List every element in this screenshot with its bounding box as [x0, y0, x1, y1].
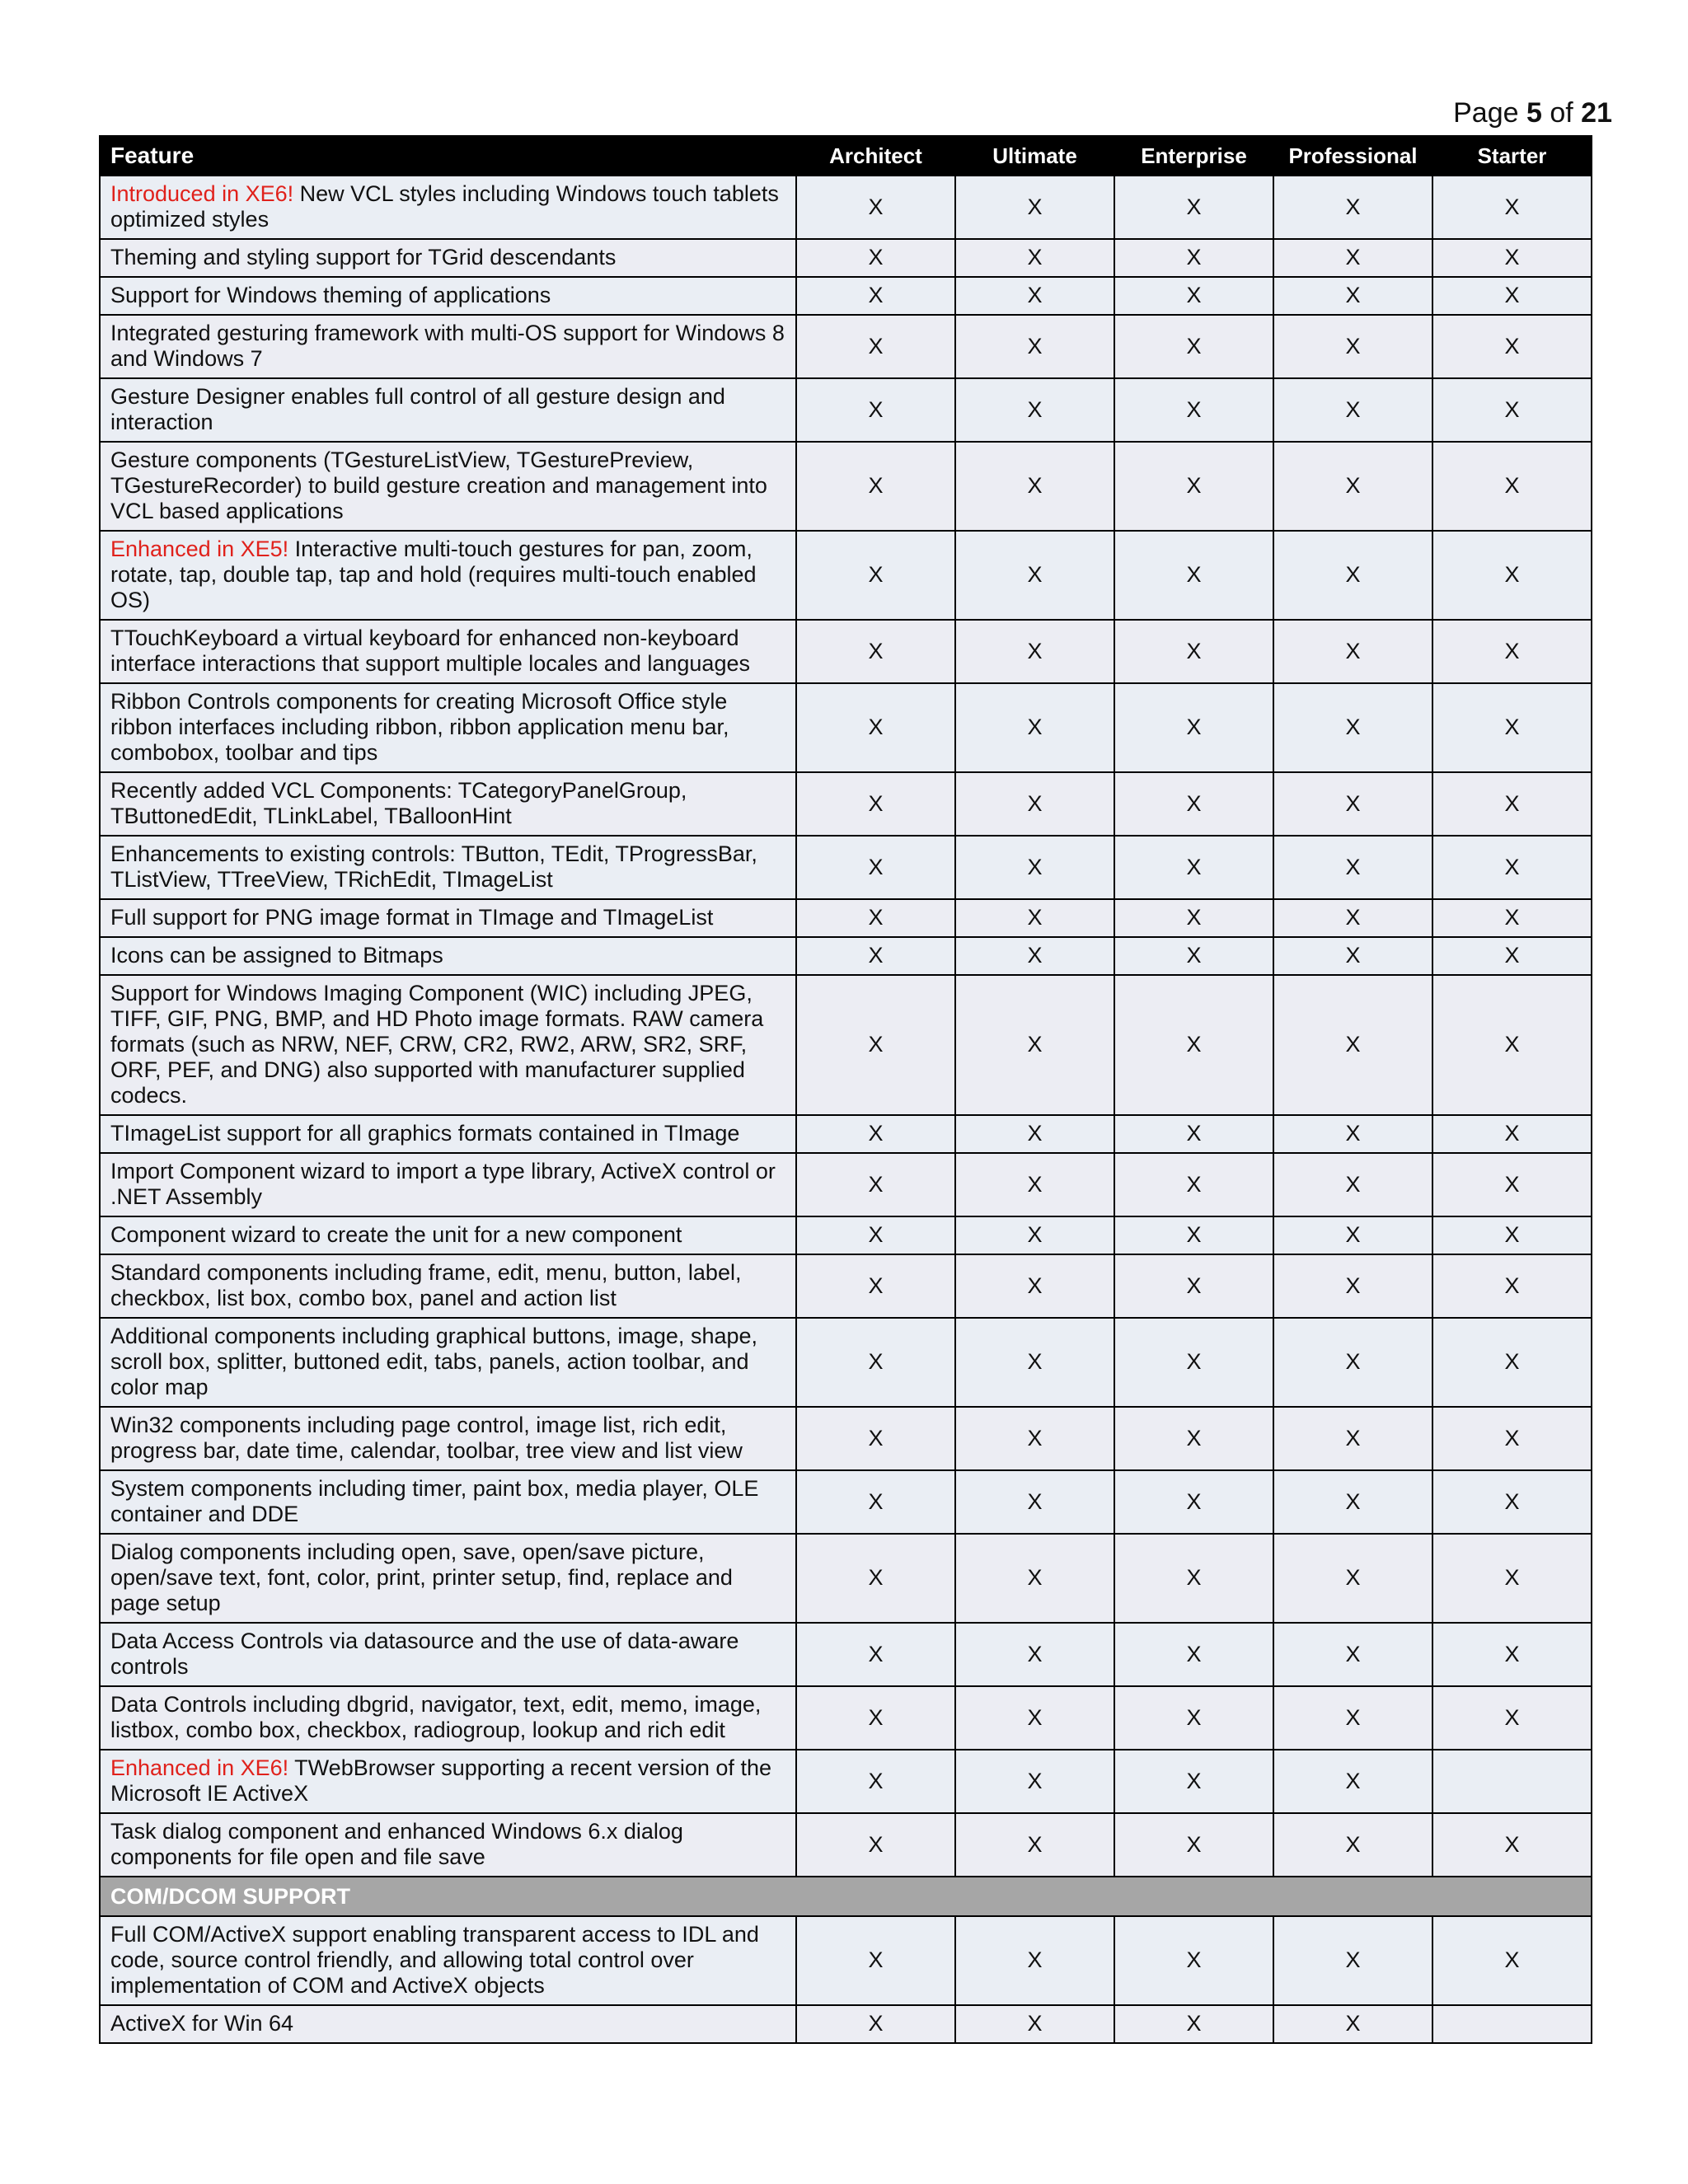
enterprise-mark-cell: X — [1114, 531, 1273, 620]
feature-cell — [100, 1318, 796, 1407]
enterprise-mark-cell: X — [1114, 1813, 1273, 1877]
release-tag: Enhanced in XE5! — [110, 537, 289, 561]
page-of: of — [1550, 97, 1573, 129]
table-row — [100, 836, 1592, 899]
feature-text: Import Component wizard to import a type library, ActiveX control or .NET Assembly — [110, 1159, 776, 1209]
ultimate-mark-cell: X — [955, 1916, 1114, 2005]
starter-mark-cell: X — [1432, 315, 1592, 378]
table-row — [100, 1254, 1592, 1318]
professional-mark-cell: X — [1273, 2005, 1432, 2043]
architect-mark-cell: X — [796, 531, 955, 620]
professional-mark-cell: X — [1273, 239, 1432, 277]
architect-mark-cell: X — [796, 277, 955, 315]
starter-mark-cell: X — [1432, 277, 1592, 315]
section-header-row — [100, 1877, 1592, 1916]
architect-mark-cell: X — [796, 2005, 955, 2043]
starter-mark-cell: X — [1432, 1470, 1592, 1534]
starter-mark-cell: X — [1432, 239, 1592, 277]
table-row — [100, 1916, 1592, 2005]
enterprise-mark-cell: X — [1114, 975, 1273, 1115]
professional-mark-cell: X — [1273, 176, 1432, 239]
feature-cell — [100, 1813, 796, 1877]
feature-cell — [100, 315, 796, 378]
table-row — [100, 378, 1592, 442]
architect-mark-cell: X — [796, 620, 955, 683]
ultimate-mark-cell: X — [955, 1623, 1114, 1686]
architect-mark-cell: X — [796, 1750, 955, 1813]
professional-mark-cell: X — [1273, 975, 1432, 1115]
feature-text: Gesture Designer enables full control of all gesture design and interaction — [110, 384, 725, 434]
ultimate-mark-cell: X — [955, 1534, 1114, 1623]
architect-mark-cell: X — [796, 1115, 955, 1153]
table-row — [100, 937, 1592, 975]
ultimate-mark-cell: X — [955, 277, 1114, 315]
professional-mark-cell: X — [1273, 378, 1432, 442]
starter-mark-cell: X — [1432, 1407, 1592, 1470]
enterprise-mark-cell: X — [1114, 1916, 1273, 2005]
enterprise-mark-cell: X — [1114, 277, 1273, 315]
ultimate-mark-cell: X — [955, 1216, 1114, 1254]
feature-text: System components including timer, paint box, media player, OLE container and DDE — [110, 1476, 759, 1526]
ultimate-mark-cell: X — [955, 239, 1114, 277]
enterprise-mark-cell: X — [1114, 1318, 1273, 1407]
release-tag: Introduced in XE6! — [110, 181, 294, 206]
table-row — [100, 442, 1592, 531]
feature-text: Gesture components (TGestureListView, TGesturePreview, TGestureRecorder) to build gesture creation and management into VCL based applications — [110, 448, 767, 523]
enterprise-mark-cell: X — [1114, 899, 1273, 937]
feature-cell — [100, 1916, 796, 2005]
professional-mark-cell: X — [1273, 531, 1432, 620]
feature-cell — [100, 1623, 796, 1686]
table-row — [100, 772, 1592, 836]
starter-mark-cell: X — [1432, 937, 1592, 975]
feature-text: Integrated gesturing framework with multi-OS support for Windows 8 and Windows 7 — [110, 321, 785, 371]
feature-text: Support for Windows theming of applications — [110, 283, 551, 307]
ultimate-mark-cell: X — [955, 378, 1114, 442]
starter-mark-cell: X — [1432, 378, 1592, 442]
architect-mark-cell: X — [796, 1254, 955, 1318]
architect-mark-cell: X — [796, 1407, 955, 1470]
architect-mark-cell: X — [796, 975, 955, 1115]
feature-cell — [100, 176, 796, 239]
ultimate-mark-cell: X — [955, 176, 1114, 239]
feature-text: Enhancements to existing controls: TButton, TEdit, TProgressBar, TListView, TTreeView, TRichEdit, TImageList — [110, 841, 757, 892]
section-title: COM/DCOM SUPPORT — [100, 1877, 1592, 1916]
feature-cell — [100, 531, 796, 620]
feature-cell — [100, 2005, 796, 2043]
professional-mark-cell: X — [1273, 1916, 1432, 2005]
professional-mark-cell: X — [1273, 1813, 1432, 1877]
feature-text: Support for Windows Imaging Component (WIC) including JPEG, TIFF, GIF, PNG, BMP, and HD Photo image formats. RAW camera formats (such as NRW, NEF, CRW, CR2, RW2, ARW, SR2, SRF, ORF, PEF, and DNG) also supported with manufacturer supplied codecs. — [110, 981, 764, 1108]
architect-mark-cell: X — [796, 836, 955, 899]
table-row — [100, 683, 1592, 772]
table-row — [100, 1407, 1592, 1470]
starter-mark-cell: X — [1432, 1813, 1592, 1877]
ultimate-mark-cell: X — [955, 937, 1114, 975]
enterprise-mark-cell: X — [1114, 1686, 1273, 1750]
feature-cell — [100, 937, 796, 975]
feature-cell — [100, 378, 796, 442]
architect-mark-cell: X — [796, 1813, 955, 1877]
feature-text: New VCL styles including Windows touch tablets optimized styles — [110, 181, 779, 232]
ultimate-mark-cell: X — [955, 899, 1114, 937]
professional-mark-cell: X — [1273, 836, 1432, 899]
table-row — [100, 277, 1592, 315]
professional-mark-cell: X — [1273, 1318, 1432, 1407]
ultimate-mark-cell: X — [955, 836, 1114, 899]
ultimate-mark-cell: X — [955, 683, 1114, 772]
feature-text: Dialog components including open, save, open/save picture, open/save text, font, color, print, printer setup, find, replace and page setup — [110, 1540, 733, 1615]
feature-text: Win32 components including page control, image list, rich edit, progress bar, date time, calendar, toolbar, tree view and list view — [110, 1413, 743, 1463]
feature-text: Data Controls including dbgrid, navigator, text, edit, memo, image, listbox, combo box, checkbox, radiogroup, lookup and rich edit — [110, 1692, 762, 1742]
architect-mark-cell: X — [796, 1534, 955, 1623]
architect-mark-cell: X — [796, 1686, 955, 1750]
enterprise-mark-cell: X — [1114, 1153, 1273, 1216]
enterprise-mark-cell: X — [1114, 937, 1273, 975]
column-header-architect: Architect — [796, 136, 955, 176]
architect-mark-cell: X — [796, 176, 955, 239]
table-row — [100, 1534, 1592, 1623]
professional-mark-cell: X — [1273, 1115, 1432, 1153]
enterprise-mark-cell: X — [1114, 1623, 1273, 1686]
professional-mark-cell: X — [1273, 1407, 1432, 1470]
architect-mark-cell: X — [796, 1470, 955, 1534]
table-row — [100, 1750, 1592, 1813]
table-row — [100, 1813, 1592, 1877]
table-row — [100, 1153, 1592, 1216]
table-row — [100, 315, 1592, 378]
ultimate-mark-cell: X — [955, 2005, 1114, 2043]
column-header-feature: Feature — [100, 136, 796, 176]
ultimate-mark-cell: X — [955, 1318, 1114, 1407]
starter-mark-cell: X — [1432, 1153, 1592, 1216]
feature-text: Full COM/ActiveX support enabling transparent access to IDL and code, source control friendly, and allowing total control over implementation of COM and ActiveX objects — [110, 1922, 759, 1998]
architect-mark-cell: X — [796, 1153, 955, 1216]
enterprise-mark-cell: X — [1114, 1254, 1273, 1318]
enterprise-mark-cell: X — [1114, 315, 1273, 378]
professional-mark-cell: X — [1273, 683, 1432, 772]
feature-text: TWebBrowser supporting a recent version of the Microsoft IE ActiveX — [110, 1755, 771, 1806]
enterprise-mark-cell: X — [1114, 620, 1273, 683]
starter-mark-cell: X — [1432, 772, 1592, 836]
enterprise-mark-cell: X — [1114, 442, 1273, 531]
feature-cell — [100, 1750, 796, 1813]
feature-cell — [100, 1216, 796, 1254]
starter-mark-cell: X — [1432, 1686, 1592, 1750]
table-row — [100, 975, 1592, 1115]
architect-mark-cell: X — [796, 683, 955, 772]
enterprise-mark-cell: X — [1114, 378, 1273, 442]
ultimate-mark-cell: X — [955, 1686, 1114, 1750]
starter-mark-cell: X — [1432, 176, 1592, 239]
starter-mark-cell: X — [1432, 1916, 1592, 2005]
professional-mark-cell: X — [1273, 315, 1432, 378]
table-row — [100, 176, 1592, 239]
enterprise-mark-cell: X — [1114, 176, 1273, 239]
professional-mark-cell: X — [1273, 620, 1432, 683]
feature-text: Ribbon Controls components for creating Microsoft Office style ribbon interfaces including ribbon, ribbon application menu bar, combobox, toolbar and tips — [110, 689, 729, 765]
architect-mark-cell: X — [796, 378, 955, 442]
ultimate-mark-cell: X — [955, 1750, 1114, 1813]
professional-mark-cell: X — [1273, 1534, 1432, 1623]
starter-mark-cell: X — [1432, 531, 1592, 620]
feature-cell — [100, 1470, 796, 1534]
starter-mark-cell: X — [1432, 1216, 1592, 1254]
feature-cell — [100, 620, 796, 683]
column-header-professional: Professional — [1273, 136, 1432, 176]
starter-mark-cell: X — [1432, 683, 1592, 772]
ultimate-mark-cell: X — [955, 1470, 1114, 1534]
architect-mark-cell: X — [796, 937, 955, 975]
feature-cell — [100, 277, 796, 315]
feature-cell — [100, 1534, 796, 1623]
feature-text: Data Access Controls via datasource and the use of data-aware controls — [110, 1629, 739, 1679]
enterprise-mark-cell: X — [1114, 1750, 1273, 1813]
table-row — [100, 1115, 1592, 1153]
enterprise-mark-cell: X — [1114, 2005, 1273, 2043]
architect-mark-cell: X — [796, 1318, 955, 1407]
professional-mark-cell: X — [1273, 442, 1432, 531]
architect-mark-cell: X — [796, 1216, 955, 1254]
page-number — [1453, 97, 1612, 129]
professional-mark-cell: X — [1273, 1216, 1432, 1254]
table-row — [100, 1318, 1592, 1407]
feature-text: Interactive multi-touch gestures for pan, zoom, rotate, tap, double tap, tap and hold (requires multi-touch enabled OS) — [110, 537, 757, 612]
enterprise-mark-cell: X — [1114, 1470, 1273, 1534]
starter-mark-cell — [1432, 1750, 1592, 1813]
feature-text: Component wizard to create the unit for a new component — [110, 1222, 682, 1247]
ultimate-mark-cell: X — [955, 1813, 1114, 1877]
starter-mark-cell: X — [1432, 975, 1592, 1115]
professional-mark-cell: X — [1273, 277, 1432, 315]
feature-text: Theming and styling support for TGrid descendants — [110, 245, 617, 269]
feature-text: Task dialog component and enhanced Windows 6.x dialog components for file open and file save — [110, 1819, 683, 1869]
column-header-ultimate: Ultimate — [955, 136, 1114, 176]
architect-mark-cell: X — [796, 442, 955, 531]
professional-mark-cell: X — [1273, 772, 1432, 836]
feature-cell — [100, 975, 796, 1115]
feature-cell — [100, 1115, 796, 1153]
architect-mark-cell: X — [796, 1623, 955, 1686]
feature-text: Icons can be assigned to Bitmaps — [110, 943, 443, 968]
ultimate-mark-cell: X — [955, 772, 1114, 836]
starter-mark-cell: X — [1432, 1623, 1592, 1686]
enterprise-mark-cell: X — [1114, 239, 1273, 277]
feature-text: Recently added VCL Components: TCategoryPanelGroup, TButtonedEdit, TLinkLabel, TBalloonHint — [110, 778, 687, 828]
professional-mark-cell: X — [1273, 937, 1432, 975]
ultimate-mark-cell: X — [955, 1407, 1114, 1470]
enterprise-mark-cell: X — [1114, 1115, 1273, 1153]
starter-mark-cell: X — [1432, 836, 1592, 899]
architect-mark-cell: X — [796, 315, 955, 378]
professional-mark-cell: X — [1273, 1153, 1432, 1216]
enterprise-mark-cell: X — [1114, 836, 1273, 899]
table-row — [100, 239, 1592, 277]
feature-text: Additional components including graphical buttons, image, shape, scroll box, splitter, buttoned edit, tabs, panels, action toolbar, and color map — [110, 1324, 758, 1399]
ultimate-mark-cell: X — [955, 315, 1114, 378]
ultimate-mark-cell: X — [955, 531, 1114, 620]
architect-mark-cell: X — [796, 772, 955, 836]
starter-mark-cell: X — [1432, 1115, 1592, 1153]
ultimate-mark-cell: X — [955, 620, 1114, 683]
ultimate-mark-cell: X — [955, 1153, 1114, 1216]
feature-text: TImageList support for all graphics formats contained in TImage — [110, 1121, 740, 1146]
starter-mark-cell: X — [1432, 899, 1592, 937]
professional-mark-cell: X — [1273, 1686, 1432, 1750]
page-total: 21 — [1581, 97, 1612, 129]
architect-mark-cell: X — [796, 239, 955, 277]
table-row — [100, 1623, 1592, 1686]
architect-mark-cell: X — [796, 899, 955, 937]
feature-cell — [100, 899, 796, 937]
feature-text: ActiveX for Win 64 — [110, 2011, 294, 2036]
feature-rows — [100, 176, 1592, 2043]
feature-cell — [100, 772, 796, 836]
starter-mark-cell: X — [1432, 620, 1592, 683]
feature-text: Standard components including frame, edit, menu, button, label, checkbox, list box, combo box, panel and action list — [110, 1260, 742, 1310]
starter-mark-cell: X — [1432, 1534, 1592, 1623]
architect-mark-cell: X — [796, 1916, 955, 2005]
table-row — [100, 899, 1592, 937]
starter-mark-cell — [1432, 2005, 1592, 2043]
release-tag: Enhanced in XE6! — [110, 1755, 289, 1780]
professional-mark-cell: X — [1273, 1470, 1432, 1534]
professional-mark-cell: X — [1273, 1750, 1432, 1813]
table-header-row — [100, 136, 1592, 176]
feature-cell — [100, 836, 796, 899]
professional-mark-cell: X — [1273, 1254, 1432, 1318]
table-row — [100, 1216, 1592, 1254]
feature-matrix-table — [99, 135, 1592, 2044]
table-row — [100, 2005, 1592, 2043]
feature-cell — [100, 1153, 796, 1216]
table-row — [100, 531, 1592, 620]
table-row — [100, 1686, 1592, 1750]
column-header-starter: Starter — [1432, 136, 1592, 176]
enterprise-mark-cell: X — [1114, 1407, 1273, 1470]
starter-mark-cell: X — [1432, 442, 1592, 531]
feature-text: TTouchKeyboard a virtual keyboard for enhanced non-keyboard interface interactions that support multiple locales and languages — [110, 626, 750, 676]
ultimate-mark-cell: X — [955, 975, 1114, 1115]
enterprise-mark-cell: X — [1114, 772, 1273, 836]
table-row — [100, 620, 1592, 683]
enterprise-mark-cell: X — [1114, 1216, 1273, 1254]
starter-mark-cell: X — [1432, 1254, 1592, 1318]
page-current: 5 — [1526, 97, 1542, 129]
feature-cell — [100, 239, 796, 277]
feature-cell — [100, 1407, 796, 1470]
feature-cell — [100, 1254, 796, 1318]
feature-text: Full support for PNG image format in TImage and TImageList — [110, 905, 714, 930]
feature-cell — [100, 683, 796, 772]
column-header-enterprise: Enterprise — [1114, 136, 1273, 176]
feature-cell — [100, 442, 796, 531]
table-row — [100, 1470, 1592, 1534]
starter-mark-cell: X — [1432, 1318, 1592, 1407]
enterprise-mark-cell: X — [1114, 683, 1273, 772]
enterprise-mark-cell: X — [1114, 1534, 1273, 1623]
professional-mark-cell: X — [1273, 899, 1432, 937]
feature-cell — [100, 1686, 796, 1750]
ultimate-mark-cell: X — [955, 442, 1114, 531]
professional-mark-cell: X — [1273, 1623, 1432, 1686]
page-label: Page — [1453, 97, 1519, 129]
ultimate-mark-cell: X — [955, 1115, 1114, 1153]
ultimate-mark-cell: X — [955, 1254, 1114, 1318]
